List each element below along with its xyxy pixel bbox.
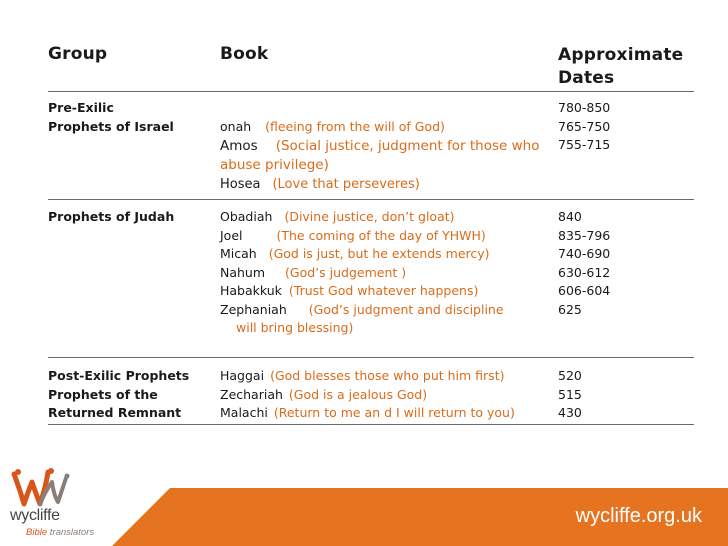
date-cell: 630-612 [558, 264, 611, 280]
book-theme: (God is just, but he extends mercy) [268, 246, 490, 261]
book-theme: (God blesses those who put him first) [270, 368, 505, 383]
book-theme: (Social justice, judgment for those who [275, 138, 540, 154]
column-header-dates [558, 44, 683, 90]
date-cell: 625 [558, 301, 582, 317]
book-name: Joel [220, 227, 243, 243]
date-cell: 515 [558, 386, 582, 402]
column-header-book: Book [220, 44, 269, 64]
book-theme: (Trust God whatever happens) [288, 283, 479, 298]
book-row-joel [220, 227, 504, 246]
book-row-hosea [220, 176, 420, 195]
book-theme: (God’s judgement ) [285, 264, 407, 280]
judah-books [220, 208, 504, 338]
date-cell: 755-715 [558, 137, 611, 152]
book-row-obadiah [220, 208, 504, 227]
date-cell: 840 [558, 209, 582, 224]
post-exilic-books [220, 367, 515, 423]
book-row-malachi [220, 404, 515, 423]
date-cell: 430 [558, 405, 582, 420]
group-pre-exilic [48, 99, 174, 136]
date-cell: 740-690 [558, 246, 611, 261]
book-name: Zephaniah [220, 301, 287, 317]
book-name: Habakkuk [220, 283, 282, 298]
dates-judah [558, 208, 610, 319]
dates-post-exilic [558, 367, 582, 423]
book-row-haggai [220, 367, 515, 386]
group-pre-exilic-line-2: Prophets of Israel [48, 118, 174, 134]
group-post-exilic-line-2: Prophets of the [48, 386, 158, 402]
book-theme: (Love that perseveres) [272, 177, 420, 192]
book-theme: (God’s judgment and discipline [308, 301, 504, 317]
book-row-habakkuk [220, 282, 504, 301]
logo-tagline-translators: translators [49, 527, 95, 538]
book-theme-continued: will bring blessing) [236, 320, 354, 335]
book-name: Amos [220, 138, 258, 154]
group-post-exilic-line-1: Post-Exilic Prophets [48, 368, 190, 383]
column-header-dates-line-1: Approximate [558, 45, 684, 65]
book-theme: (The coming of the day of YHWH) [276, 227, 486, 243]
book-row-nahum [220, 264, 504, 283]
book-name: Nahum [220, 264, 266, 280]
logo-wordmark: wycliffe [10, 507, 60, 524]
date-cell: 606-604 [558, 283, 611, 298]
date-cell: 765-750 [558, 118, 611, 134]
book-theme-continued: abuse privilege) [220, 157, 329, 173]
book-theme: (God is a jealous God) [288, 386, 428, 402]
logo-tagline-bible: Bible [26, 527, 48, 538]
website-link[interactable]: wycliffe.org.uk [575, 505, 702, 527]
section-divider [48, 199, 694, 200]
book-name: Obadiah [220, 209, 273, 224]
column-header-dates-line-2: Dates [558, 68, 615, 88]
group-post-exilic [48, 367, 189, 423]
date-cell: 835-796 [558, 227, 611, 243]
book-name: Hosea [220, 177, 261, 192]
book-theme: (Return to me an d I will return to you) [273, 405, 515, 420]
book-name: Micah [220, 246, 257, 261]
date-cell: 780-850 [558, 100, 611, 115]
book-row-micah [220, 245, 504, 264]
book-name: Malachi [220, 405, 268, 420]
header-divider [48, 91, 694, 92]
book-name: onah [220, 118, 252, 134]
book-name: Zechariah [220, 386, 283, 402]
book-row-jonah [220, 118, 445, 137]
book-row-zephaniah [220, 301, 504, 320]
book-row-zechariah [220, 386, 515, 405]
group-post-exilic-line-3: Returned Remnant [48, 405, 182, 420]
table-bottom-rule [48, 424, 694, 425]
column-header-group: Group [48, 44, 108, 64]
date-cell: 520 [558, 368, 582, 383]
book-theme: (Divine justice, don’t gloat) [284, 209, 455, 224]
group-pre-exilic-line-1: Pre-Exilic [48, 100, 114, 115]
group-judah: Prophets of Judah [48, 209, 175, 224]
logo-tagline [26, 527, 94, 538]
book-name: Haggai [220, 368, 265, 383]
book-row-amos [220, 137, 539, 175]
book-theme: (fleeing from the will of God) [265, 118, 445, 134]
section-divider [48, 357, 694, 358]
dates-pre-exilic [558, 99, 610, 155]
